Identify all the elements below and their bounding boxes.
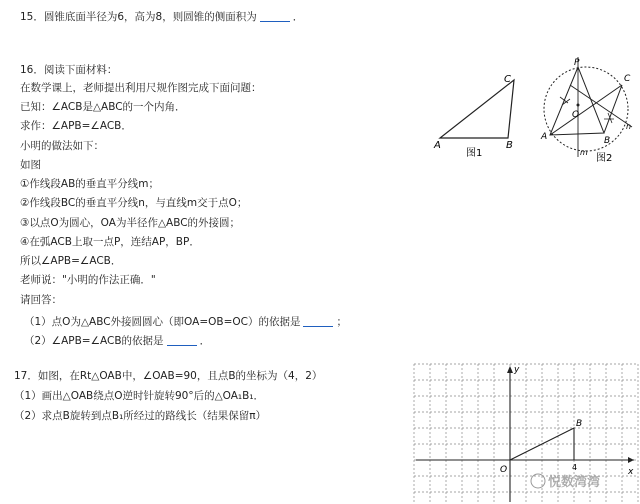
side-bc xyxy=(604,85,622,133)
grid-label-b: B xyxy=(576,419,583,429)
q16-ans2-tail: ． xyxy=(199,335,211,347)
q16-ans2-blank[interactable] xyxy=(167,334,197,346)
watermark-text: 悦数湾湾 xyxy=(548,475,601,490)
grid-tick-4: 4 xyxy=(572,463,578,472)
line-n xyxy=(570,85,632,127)
q16-heading: 16．阅读下面材料： xyxy=(20,64,118,76)
q16-line: 求作：∠APB=∠ACB． xyxy=(20,120,132,132)
fig2-caption: 图2 xyxy=(596,153,613,164)
q16-ans1-blank[interactable] xyxy=(303,315,333,327)
fig2-label-m: m xyxy=(580,148,588,157)
q16-line: ③以点O为圆心，OA为半径作△ABC的外接圆； xyxy=(20,217,241,229)
fig1-label-b: B xyxy=(506,140,513,151)
q16-line: 所以∠APB=∠ACB． xyxy=(20,255,122,267)
fig1-label-a: A xyxy=(434,140,441,151)
q15-text xyxy=(20,10,303,24)
grid-label-x: x xyxy=(628,467,634,477)
watermark xyxy=(531,474,600,490)
y-axis-arrow xyxy=(507,366,513,373)
q16-ans1-tail: ； xyxy=(336,316,347,328)
q17-coordinate-grid xyxy=(410,362,640,504)
fig2-label-n: n xyxy=(626,122,632,131)
fig2-label-c: C xyxy=(624,74,631,84)
grid-label-y: y xyxy=(514,365,520,375)
fig1-caption: 图1 xyxy=(466,148,483,159)
point-o xyxy=(577,104,580,107)
q16-answer-1 xyxy=(24,315,347,329)
triangle-apb xyxy=(550,67,604,135)
q16-line: 在数学课上，老师提出利用尺规作图完成下面问题： xyxy=(20,82,262,94)
grid-label-o: O xyxy=(500,465,508,475)
grid-lines xyxy=(414,364,638,504)
q16-line: 如图 xyxy=(20,159,41,171)
q16-line: ②作线段BC的垂直平分线n，与直线m交于点O； xyxy=(20,197,248,209)
q15-answer-blank[interactable] xyxy=(260,10,290,22)
q16-answer-2 xyxy=(24,334,210,348)
construction-arcs xyxy=(560,97,614,123)
q17-heading: 17．如图，在Rt△OAB中，∠OAB=90，且点B的坐标为（4，2） xyxy=(14,370,323,382)
x-axis-arrow xyxy=(628,457,634,463)
fig1-label-c: C xyxy=(504,74,511,85)
q16-line: ①作线段AB的垂直平分线m； xyxy=(20,178,160,190)
circumcircle xyxy=(544,67,628,151)
triangle-abc xyxy=(440,80,514,138)
q16-line: 小明的做法如下： xyxy=(20,140,104,152)
q17-part-1: （1）画出△OAB绕点O逆时针旋转90°后的△OA₁B₁． xyxy=(14,390,265,402)
fig2-label-b: B xyxy=(604,136,611,146)
q16-ans1-stem: （1）点O为△ABC外接圆圆心（即OA=OB=OC）的依据是 xyxy=(24,316,301,328)
figure-2-circumcircle xyxy=(538,55,638,167)
q16-line: 老师说："小明的作法正确．" xyxy=(20,274,156,286)
q16-ans2-stem: （2）∠APB=∠ACB的依据是 xyxy=(24,335,164,347)
q15-tail: ． xyxy=(292,11,304,23)
figure-1-triangle xyxy=(430,70,520,162)
q16-line: 已知：∠ACB是△ABC的一个内角． xyxy=(20,101,186,113)
q16-line: ④在弧ACB上取一点P，连结AP，BP． xyxy=(20,236,200,248)
fig2-label-p: P xyxy=(574,58,580,68)
q16-line: 请回答： xyxy=(20,294,62,306)
fig2-label-o: O xyxy=(572,110,580,120)
q17-part-2: （2）求点B旋转到点B₁所经过的路线长（结果保留π） xyxy=(14,410,267,422)
fig2-label-a: A xyxy=(541,132,548,142)
q15-stem: 15．圆锥底面半径为6，高为8，则圆锥的侧面积为 xyxy=(20,11,257,23)
